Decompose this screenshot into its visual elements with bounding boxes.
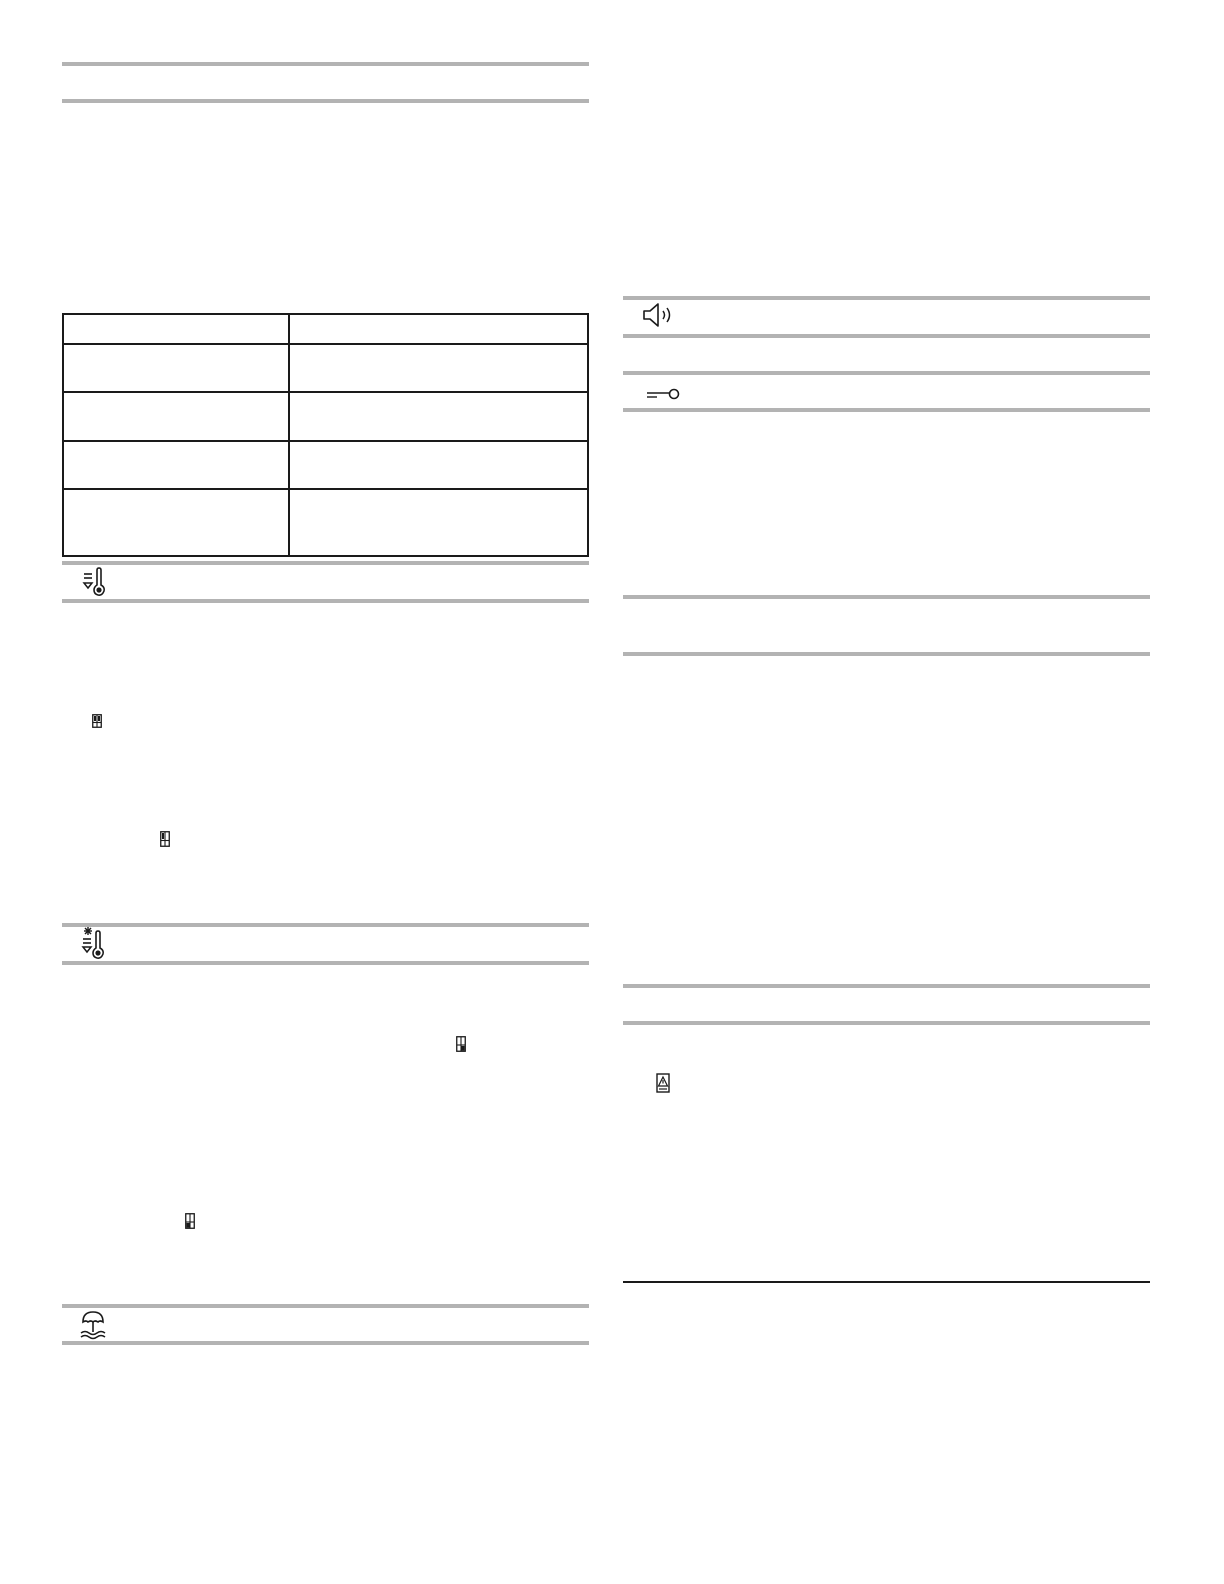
section-rule-top (62, 1304, 589, 1308)
section-rule-bottom (623, 408, 1150, 412)
section-rule-top (623, 296, 1150, 300)
section-rule-bottom (62, 1341, 589, 1345)
section-rule-bottom (623, 1021, 1150, 1025)
fast-freeze-thermometer-icon (80, 926, 112, 960)
table-row (63, 392, 588, 441)
filter-alert-icon (656, 1073, 670, 1093)
section-rule-top (623, 371, 1150, 375)
lock-key-icon (645, 386, 681, 402)
table-cell (289, 392, 588, 441)
column-end-rule (623, 1281, 1150, 1283)
section-rule-top (623, 595, 1150, 599)
speaker-sound-icon (642, 301, 676, 329)
refrigerator-compartment-icon (92, 714, 102, 728)
section-rule-bottom (62, 599, 589, 603)
vacation-mode-beach-umbrella-icon (78, 1309, 110, 1341)
table-cell (289, 489, 588, 556)
section-rule-bottom (623, 334, 1150, 338)
table-cell (63, 441, 289, 489)
table-cell (63, 344, 289, 392)
freezer-compartment-icon (456, 1036, 466, 1052)
refrigerator-compartment-icon (160, 831, 170, 847)
section-rule-top (62, 62, 589, 66)
table-cell (63, 314, 289, 344)
fast-cool-thermometer-icon (80, 566, 112, 598)
section-rule-top (623, 984, 1150, 988)
table-cell (63, 392, 289, 441)
table-row (63, 441, 588, 489)
section-rule-bottom (623, 652, 1150, 656)
table-row (63, 314, 588, 344)
table-cell (289, 441, 588, 489)
table-row (63, 489, 588, 556)
settings-table (62, 313, 589, 557)
table-row (63, 344, 588, 392)
section-rule-top (62, 923, 589, 927)
table-cell (63, 489, 289, 556)
section-rule-bottom (62, 99, 589, 103)
section-rule-top (62, 561, 589, 565)
section-rule-bottom (62, 961, 589, 965)
table-cell (289, 344, 588, 392)
table-cell (289, 314, 588, 344)
freezer-compartment-icon (185, 1213, 195, 1229)
